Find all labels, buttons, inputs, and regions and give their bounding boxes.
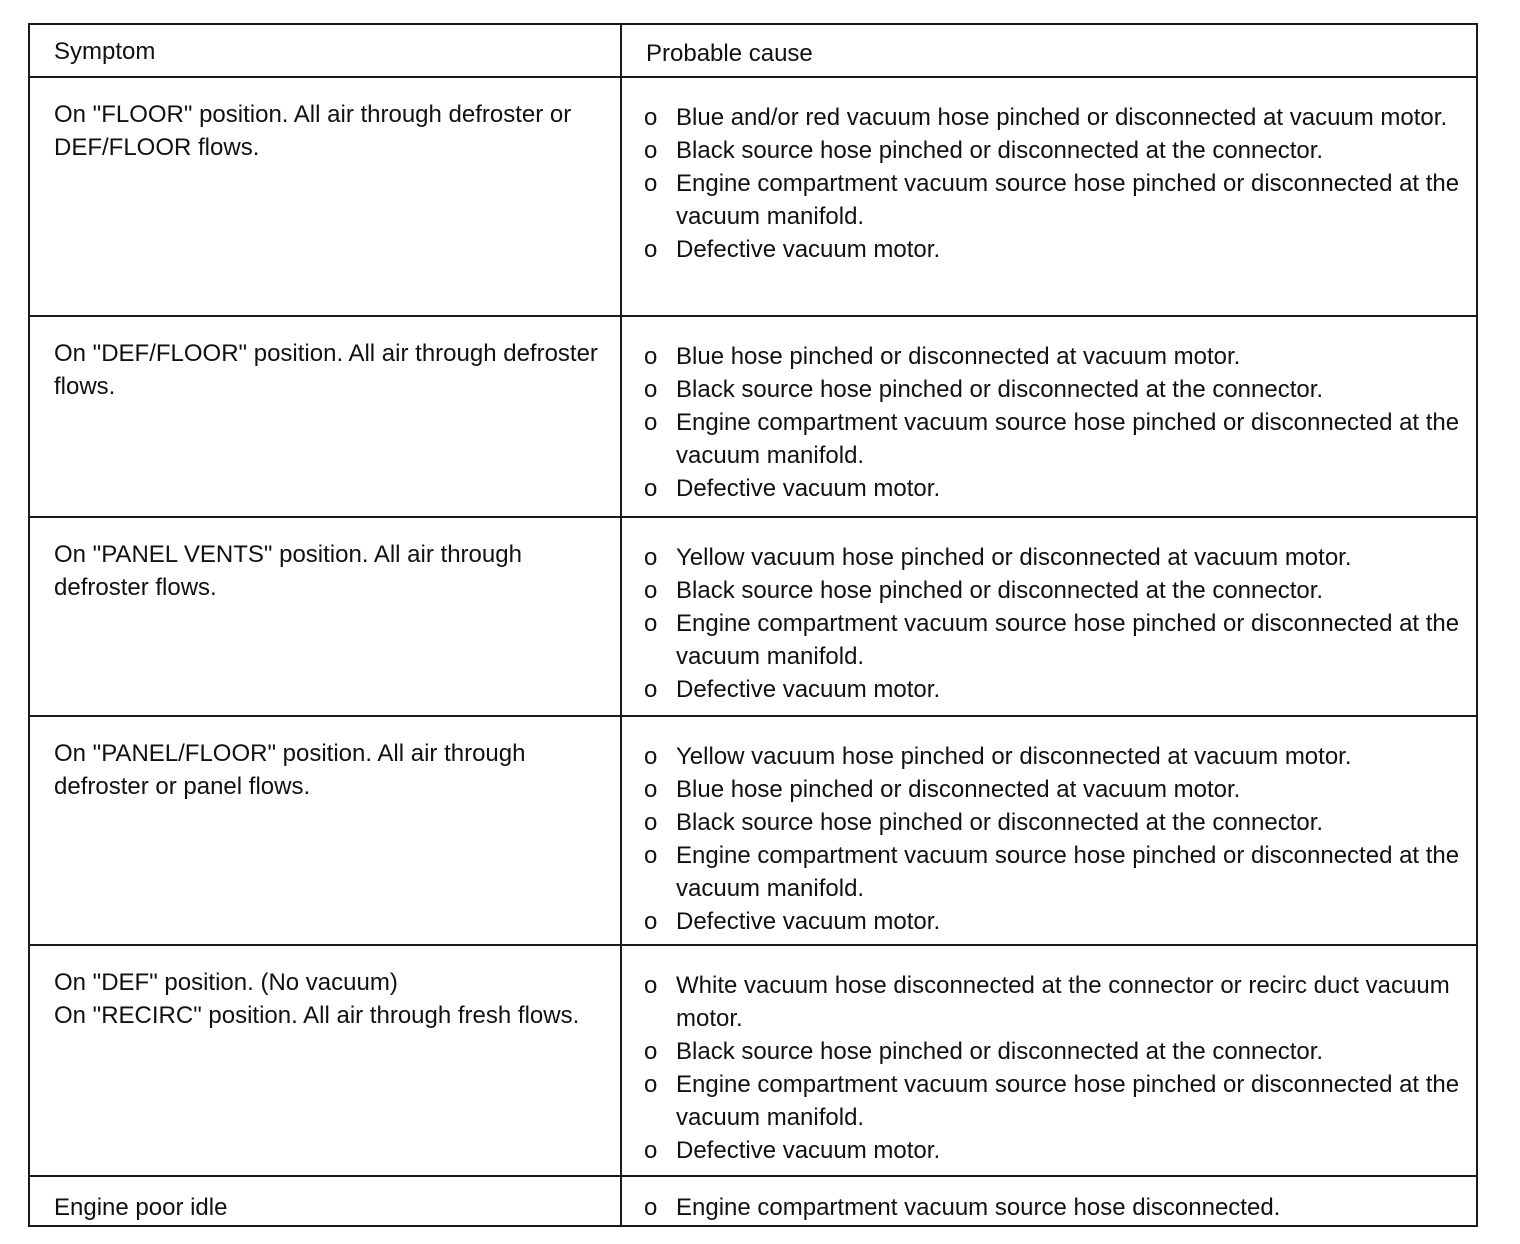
bullet-marker: o	[644, 1038, 658, 1065]
symptom-cell	[30, 716, 621, 945]
table-row	[30, 945, 1476, 1176]
cause-text: Defective vacuum motor.	[676, 236, 941, 263]
cause-list-item	[644, 472, 1466, 505]
bullet-marker: o	[644, 104, 658, 131]
cause-text: Defective vacuum motor.	[676, 908, 941, 935]
symptom-cell	[30, 1176, 621, 1225]
bullet-marker: o	[644, 776, 658, 803]
bullet-marker: o	[644, 1137, 658, 1164]
probable-cause-column-header: Probable cause	[621, 25, 1476, 77]
bullet-marker: o	[644, 475, 658, 502]
table-row	[30, 517, 1476, 716]
bullet-marker: o	[644, 676, 658, 703]
cause-list	[644, 340, 1466, 505]
symptom-cell	[30, 77, 621, 316]
cause-text: Engine compartment vacuum source hose pinched or disconnected at the vacuum manifold.	[676, 842, 1460, 902]
probable-cause-cell	[621, 1176, 1476, 1225]
symptom-text: On "RECIRC" position. All air through fresh flows.	[54, 1002, 580, 1029]
bullet-marker: o	[644, 743, 658, 770]
troubleshooting-table	[30, 25, 1476, 1225]
symptom-cell	[30, 316, 621, 517]
bullet-marker: o	[644, 809, 658, 836]
cause-list-item	[644, 969, 1466, 1035]
symptom-text: On "DEF/FLOOR" position. All air through defroster flows.	[54, 340, 598, 400]
probable-cause-cell	[621, 945, 1476, 1176]
cause-list-item	[644, 101, 1466, 134]
cause-text: Engine compartment vacuum source hose pinched or disconnected at the vacuum manifold.	[676, 610, 1460, 670]
probable-cause-cell	[621, 77, 1476, 316]
cause-text: Engine compartment vacuum source hose disconnected.	[676, 1194, 1281, 1221]
bullet-marker: o	[644, 343, 658, 370]
cause-list-item	[644, 740, 1466, 773]
cause-text: Engine compartment vacuum source hose pinched or disconnected at the vacuum manifold.	[676, 409, 1460, 469]
bullet-marker: o	[644, 137, 658, 164]
cause-list-item	[644, 607, 1466, 673]
bullet-marker: o	[644, 544, 658, 571]
symptom-cell	[30, 517, 621, 716]
symptom-text: Engine poor idle	[54, 1194, 228, 1221]
symptom-column-header: Symptom	[30, 25, 621, 77]
header-row	[30, 25, 1476, 77]
table-row	[30, 77, 1476, 316]
cause-list-item	[644, 373, 1466, 406]
cause-text: Yellow vacuum hose pinched or disconnected at vacuum motor.	[676, 743, 1352, 770]
table-row	[30, 716, 1476, 945]
bullet-marker: o	[644, 409, 658, 436]
cause-list-item	[644, 167, 1466, 233]
cause-list	[644, 101, 1466, 266]
cause-text: Black source hose pinched or disconnected at the connector.	[676, 577, 1324, 604]
cause-text: Engine compartment vacuum source hose pinched or disconnected at the vacuum manifold.	[676, 1071, 1460, 1131]
cause-list	[644, 1191, 1466, 1224]
table-row	[30, 1176, 1476, 1225]
cause-list-item	[644, 1134, 1466, 1167]
symptom-cell	[30, 945, 621, 1176]
cause-text: Blue hose pinched or disconnected at vacuum motor.	[676, 776, 1241, 803]
cause-text: Black source hose pinched or disconnected at the connector.	[676, 376, 1324, 403]
cause-list-item	[644, 574, 1466, 607]
cause-text: Engine compartment vacuum source hose pinched or disconnected at the vacuum manifold.	[676, 170, 1460, 230]
bullet-marker: o	[644, 577, 658, 604]
probable-cause-cell	[621, 316, 1476, 517]
cause-list-item	[644, 1035, 1466, 1068]
cause-list-item	[644, 406, 1466, 472]
cause-text: Yellow vacuum hose pinched or disconnected at vacuum motor.	[676, 544, 1352, 571]
bullet-marker: o	[644, 1194, 658, 1221]
cause-text: White vacuum hose disconnected at the connector or recirc duct vacuum motor.	[676, 972, 1450, 1032]
symptom-text: On "PANEL VENTS" position. All air through defroster flows.	[54, 541, 522, 601]
cause-list	[644, 541, 1466, 706]
probable-cause-cell	[621, 517, 1476, 716]
bullet-marker: o	[644, 610, 658, 637]
bullet-marker: o	[644, 170, 658, 197]
cause-text: Defective vacuum motor.	[676, 1137, 941, 1164]
cause-list	[644, 740, 1466, 938]
cause-text: Black source hose pinched or disconnected at the connector.	[676, 809, 1324, 836]
table-row	[30, 316, 1476, 517]
cause-list-item	[644, 905, 1466, 938]
symptom-text: On "PANEL/FLOOR" position. All air through defroster or panel flows.	[54, 740, 526, 800]
cause-text: Defective vacuum motor.	[676, 475, 941, 502]
cause-text: Blue hose pinched or disconnected at vacuum motor.	[676, 343, 1241, 370]
bullet-marker: o	[644, 236, 658, 263]
cause-list	[644, 969, 1466, 1167]
cause-text: Black source hose pinched or disconnected at the connector.	[676, 137, 1324, 164]
bullet-marker: o	[644, 1071, 658, 1098]
cause-list-item	[644, 773, 1466, 806]
bullet-marker: o	[644, 908, 658, 935]
symptom-text: On "FLOOR" position. All air through defroster or DEF/FLOOR flows.	[54, 101, 572, 161]
bullet-marker: o	[644, 842, 658, 869]
symptom-text: On "DEF" position. (No vacuum)	[54, 969, 398, 996]
cause-text: Black source hose pinched or disconnected at the connector.	[676, 1038, 1324, 1065]
probable-cause-cell	[621, 716, 1476, 945]
bullet-marker: o	[644, 376, 658, 403]
cause-list-item	[644, 673, 1466, 706]
cause-list-item	[644, 541, 1466, 574]
cause-list-item	[644, 233, 1466, 266]
cause-list-item	[644, 340, 1466, 373]
bullet-marker: o	[644, 972, 658, 999]
cause-list-item	[644, 839, 1466, 905]
cause-list-item	[644, 806, 1466, 839]
cause-list-item	[644, 134, 1466, 167]
cause-text: Defective vacuum motor.	[676, 676, 941, 703]
cause-text: Blue and/or red vacuum hose pinched or disconnected at vacuum motor.	[676, 104, 1448, 131]
cause-list-item	[644, 1068, 1466, 1134]
cause-list-item	[644, 1191, 1466, 1224]
troubleshooting-table-container	[28, 23, 1478, 1227]
